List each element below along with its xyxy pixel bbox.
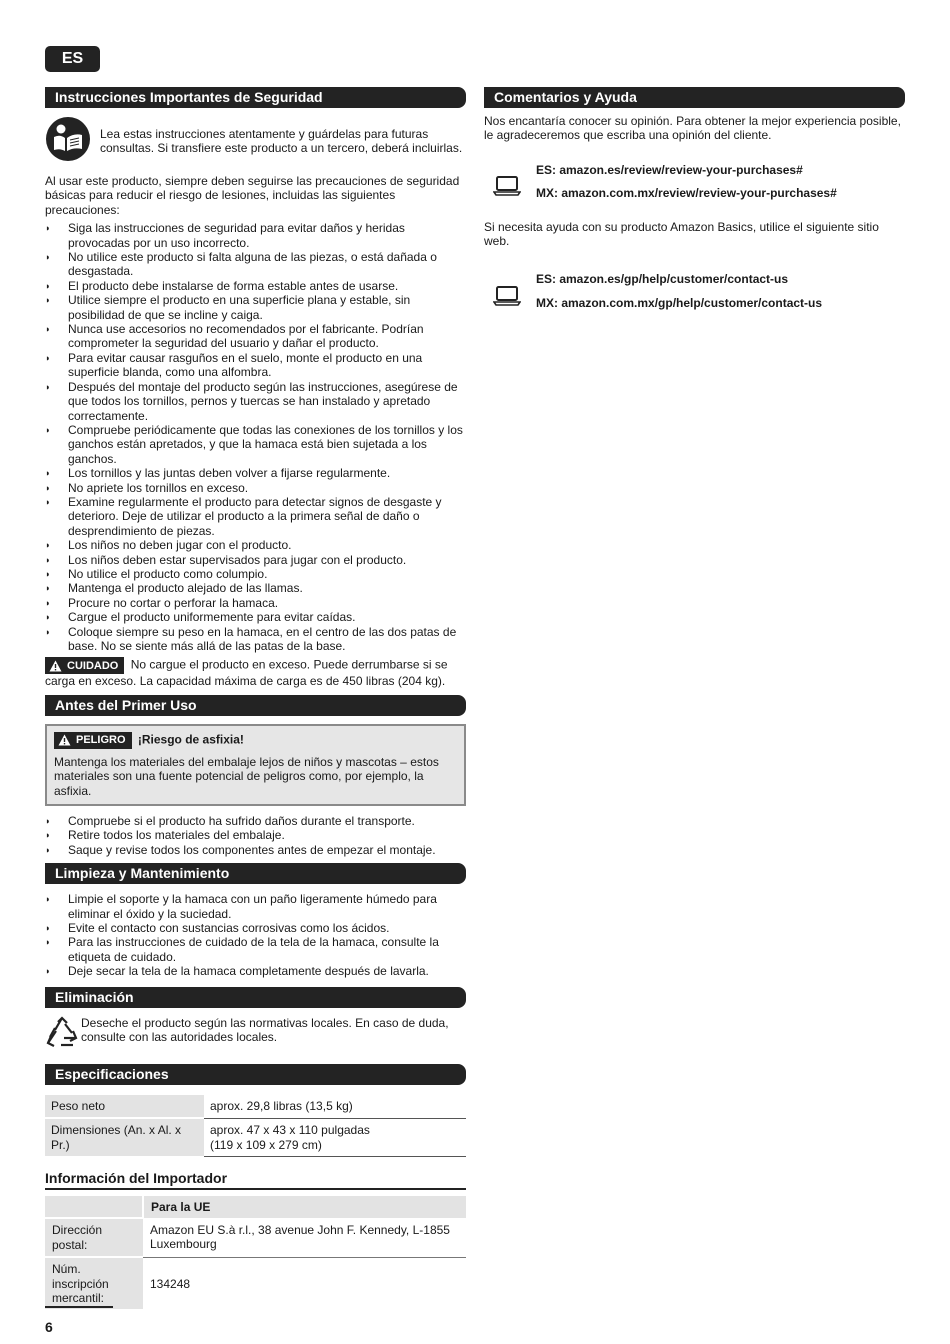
cleaning-bullet-list (45, 892, 466, 978)
list-item: ◗ Después del montaje del producto según las instrucciones, asegúrese de que todos los tornillos, pernos y tuercas se han instalado y apretado correctamente. (45, 380, 466, 423)
list-item: ◗ Nunca use accesorios no recomendados por el fabricante. Podrían comprometer la seguridad del usuario y dañar el producto. (45, 322, 466, 351)
danger-tag (54, 732, 132, 749)
danger-label: PELIGRO (76, 734, 126, 747)
cleaning-section-title: Limpieza y Mantenimiento (45, 863, 466, 884)
danger-head (54, 732, 457, 749)
table-row (45, 1196, 466, 1218)
list-item: ◗ Siga las instrucciones de seguridad para evitar daños y heridas provocadas por un uso incorrecto. (45, 221, 466, 250)
right-column (484, 87, 905, 329)
disposal-row (45, 1016, 466, 1050)
caution-note (45, 657, 466, 688)
list-item: ◗ No apriete los tornillos en exceso. (45, 481, 466, 495)
left-column (45, 87, 466, 1311)
specs-table (45, 1095, 466, 1158)
list-item: ◗ Compruebe si el producto ha sufrido daños durante el transporte. (45, 814, 466, 828)
help-text: Si necesita ayuda con su producto Amazon Basics, utilice el siguiente sitio web. (484, 219, 879, 249)
table-row (45, 1118, 466, 1157)
list-item: ◗ Los niños deben estar supervisados para jugar con el producto. (45, 553, 466, 567)
table-row (45, 1095, 466, 1118)
before-use-bullet-list (45, 814, 466, 857)
importer-value: 134248 (150, 1276, 191, 1291)
list-item: ◗ Utilice siempre el producto en una superficie plana y estable, sin posibilidad de que se incline y caiga. (45, 293, 466, 322)
list-item: ◗ Cargue el producto uniformemente para evitar caídas. (45, 610, 466, 624)
list-item: ◗ Retire todos los materiales del embalaje. (45, 828, 466, 842)
language-badge: ES (45, 46, 100, 72)
caution-label: CUIDADO (67, 659, 119, 672)
recycle-icon (45, 1016, 79, 1050)
importer-label: Núm. inscripción mercantil: (45, 1257, 143, 1310)
importer-col-header: Para la UE (143, 1196, 466, 1218)
list-item: ◗ Los tornillos y las juntas deben volver a fijarse regularmente. (45, 466, 466, 480)
caution-text: No cargue el producto en exceso. Puede derrumbarse si se carga en exceso. La capacidad máxima de carga es de 450 libras (204 kg). (45, 658, 448, 689)
danger-heading: ¡Riesgo de asfixia! (137, 732, 244, 747)
feedback-section-title: Comentarios y Ayuda (484, 87, 905, 108)
review-link-es[interactable]: ES: amazon.es/review/review-your-purchases# (536, 162, 803, 177)
list-item: ◗ No utilice el producto como columpio. (45, 567, 466, 581)
table-row (45, 1218, 466, 1257)
review-link-mx[interactable]: MX: amazon.com.mx/review/review-your-purchases# (536, 186, 837, 201)
safety-intro-text: Lea estas instrucciones atentamente y guárdelas para futuras consultas. Si transfiere este producto a un tercero, deberá incluirlas. (100, 127, 463, 156)
warning-triangle-icon (49, 660, 62, 672)
list-item: ◗ Saque y revise todos los componentes antes de empezar el montaje. (45, 843, 466, 857)
list-item: ◗ Compruebe periódicamente que todas las conexiones de los tornillos y los ganchos están apretados, y que la hamaca está bien sujetada a los ganchos. (45, 423, 466, 466)
importer-table (45, 1196, 466, 1311)
feedback-text: Nos encantaría conocer su opinión. Para obtener la mejor experiencia posible, le agradeceremos que escriba una opinión del cliente. (484, 114, 901, 143)
safety-section-title: Instrucciones Importantes de Seguridad (45, 87, 466, 108)
before-use-section-title: Antes del Primer Uso (45, 695, 466, 716)
spec-value: aprox. 47 x 43 x 110 pulgadas (119 x 109 x 279 cm) (204, 1118, 466, 1157)
safety-intro (45, 116, 466, 162)
danger-text: Mantenga los materiales del embalaje lejos de niños y mascotas – estos materiales son una fuente potencial de peligros como, por ejemplo, la asfixia. (54, 754, 439, 798)
help-link-es[interactable]: ES: amazon.es/gp/help/customer/contact-us (536, 272, 789, 287)
importer-header-blank (45, 1196, 143, 1218)
help-link-mx[interactable]: MX: amazon.com.mx/gp/help/customer/contact-us (536, 295, 823, 310)
list-item: ◗ Los niños no deben jugar con el producto. (45, 538, 466, 552)
spec-value: aprox. 29,8 libras (13,5 kg) (204, 1095, 466, 1118)
danger-box (45, 724, 466, 806)
list-item: ◗ Limpie el soporte y la hamaca con un paño ligeramente húmedo para eliminar el óxido y la suciedad. (45, 892, 466, 921)
disposal-text: Deseche el producto según las normativas locales. En caso de duda, consulte con las autoridades locales. (81, 1015, 449, 1045)
list-item: ◗ El producto debe instalarse de forma estable antes de usarse. (45, 279, 466, 293)
list-item: ◗ Deje secar la tela de la hamaca completamente después de lavarla. (45, 964, 466, 978)
spec-label: Peso neto (45, 1095, 204, 1118)
list-item: ◗ Procure no cortar o perforar la hamaca. (45, 596, 466, 610)
review-links (536, 161, 837, 210)
review-links-row (484, 161, 905, 210)
list-item: ◗ Mantenga el producto alejado de las llamas. (45, 581, 466, 595)
safety-bullet-list (45, 221, 466, 653)
safety-lead-text: Al usar este producto, siempre deben seguirse las precauciones de seguridad básicas para reducir el riesgo de lesiones, incluidas las siguientes precauciones: (45, 174, 460, 217)
list-item: ◗ Para las instrucciones de cuidado de la tela de la hamaca, consulte la etiqueta de cuidado. (45, 935, 466, 964)
list-item: ◗ Para evitar causar rasguños en el suelo, monte el producto en una superficie blanda, como una alfombra. (45, 351, 466, 380)
page-number: 6 (45, 1319, 53, 1335)
importer-value: Amazon EU S.à r.l., 38 avenue John F. Kennedy, L-1855 Luxembourg (143, 1218, 466, 1257)
disposal-section-title: Eliminación (45, 987, 466, 1008)
table-row (45, 1257, 466, 1310)
importer-title: Información del Importador (45, 1170, 466, 1190)
list-item: ◗ Examine regularmente el producto para detectar signos de desgaste y deterioro. Deje de utilizar el producto a la primera señal de daño o desprendimiento de piezas. (45, 495, 466, 538)
help-links-row (484, 270, 905, 319)
list-item: ◗ No utilice este producto si falta alguna de las piezas, o está dañada o desgastada. (45, 250, 466, 279)
read-manual-icon (45, 116, 91, 162)
spec-label: Dimensiones (An. x Al. x Pr.) (45, 1118, 204, 1157)
help-links (536, 270, 822, 319)
list-item: ◗ Evite el contacto con sustancias corrosivas como los ácidos. (45, 921, 466, 935)
warning-triangle-icon (58, 734, 71, 746)
laptop-icon (493, 173, 521, 197)
laptop-icon (493, 283, 521, 307)
footer-rule (45, 1306, 113, 1308)
caution-tag (45, 657, 124, 674)
list-item: ◗ Coloque siempre su peso en la hamaca, en el centro de las dos patas de base. No se siente más allá de las patas de la base. (45, 625, 466, 654)
specs-section-title: Especificaciones (45, 1064, 466, 1085)
importer-label: Dirección postal: (45, 1218, 143, 1257)
